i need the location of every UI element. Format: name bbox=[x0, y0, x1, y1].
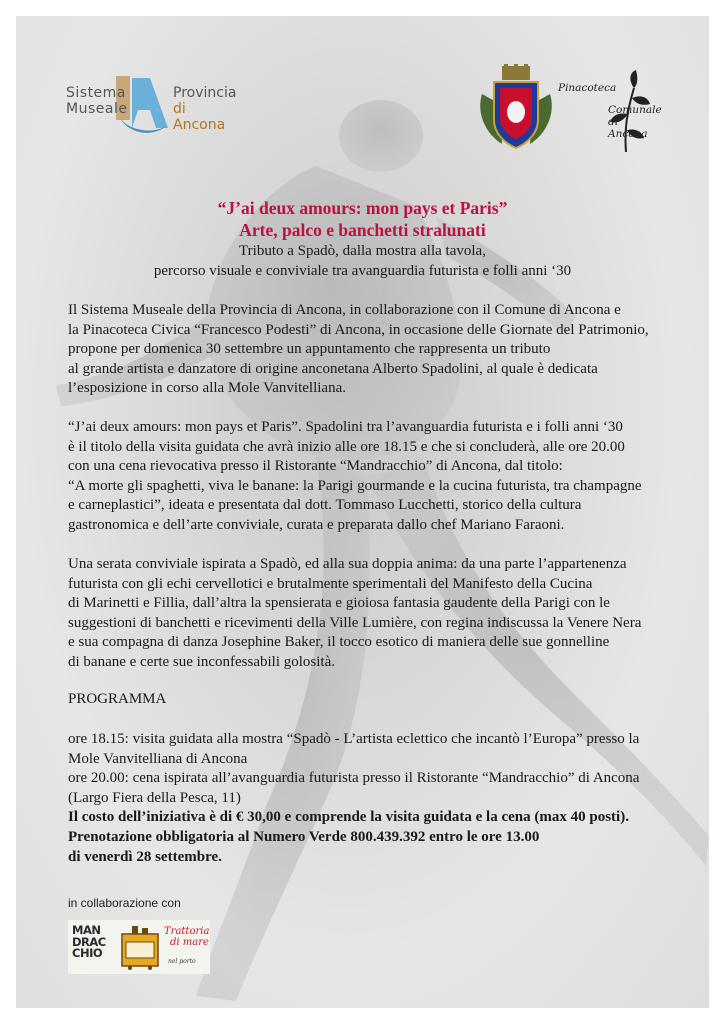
paragraph-line: (Largo Fiera della Pesca, 11) bbox=[68, 789, 241, 806]
mandracchio-text: MAN DRAC CHIO bbox=[72, 923, 106, 960]
booking-line: Prenotazione obbligatoria al Numero Verde 800.439.392 entro le ore 13.00 bbox=[68, 828, 540, 845]
sistema-museale-text: Sistema Museale bbox=[66, 85, 128, 117]
paragraph-line: e sua compagna di danza Josephine Baker, il tocco esotico di maniera delle sue gonnelline bbox=[68, 634, 610, 651]
paragraph-line: “J’ai deux amours: mon pays et Paris”. Spadolini tra l’avanguardia futurista e i folli anni ‘30 bbox=[68, 419, 623, 435]
paragraph-line: futurista con gli echi cervellotici e brutalmente sperimentali del Manifesto della Cucina bbox=[68, 575, 593, 592]
paragraph-line: al grande artista e danzatore di origine anconetana Alberto Spadolini, al quale è dedicata bbox=[68, 360, 598, 377]
deadline-line: di venerdì 28 settembre. bbox=[68, 848, 222, 865]
paragraph-event bbox=[68, 418, 668, 536]
trattoria-text: Trattoria di mare bbox=[164, 926, 210, 948]
title-line-1: “J’ai deux amours: mon pays et Paris” bbox=[217, 198, 508, 218]
paragraph-line: propone per domenica 30 settembre un appuntamento che rappresenta un tributo bbox=[68, 341, 551, 358]
title-line-2: Arte, palco e banchetti stralunati bbox=[239, 220, 486, 240]
programma-heading: PROGRAMMA bbox=[68, 691, 167, 707]
comunale-text: Comunale di Ancona bbox=[608, 104, 662, 140]
nel-porto-text: nel porto bbox=[168, 958, 196, 965]
paragraph-line: di Marinetti e Fillia, dall’altra la spensierata e gioiosa fantasia gaudente della Parigi con le bbox=[68, 595, 610, 612]
paragraph-line: è il titolo della visita guidata che avrà inizio alle ore 18.15 e che si concluderà, alle ore 20.00 bbox=[68, 438, 625, 455]
paragraph-line: l’esposizione in corso alla Mole Vanvitelliana. bbox=[68, 380, 346, 397]
paragraph-line: “A morte gli spaghetti, viva le banane: la Parigi gourmande e la cucina futurista, tra champagne bbox=[68, 477, 642, 494]
paragraph-line: ore 20.00: cena ispirata all’avanguardia futurista presso il Ristorante “Mandracchio” di Ancona bbox=[68, 770, 640, 787]
mandracchio-logo bbox=[68, 920, 210, 974]
paragraph-line: Mole Vanvitelliana di Ancona bbox=[68, 750, 248, 767]
paragraph-line: Una serata conviviale ispirata a Spadò, ed alla sua doppia anima: da una parte l’appartenenza bbox=[68, 556, 627, 572]
paragraph-line: suggestioni di banchetti e ricevimenti della Ville Lumière, con regina indiscussa la Venere Nera bbox=[68, 614, 642, 631]
paragraph-line: di banane e certe sue inconfessabili golosità. bbox=[68, 653, 335, 670]
pinacoteca-text: Pinacoteca bbox=[558, 82, 617, 94]
paragraph-line: con una cena rievocativa presso il Ristorante “Mandracchio” di Ancona, dal titolo: bbox=[68, 458, 563, 475]
ancona-crest-icon bbox=[476, 64, 556, 152]
subtitle-line-2: percorso visuale e conviviale tra avanguardia futurista e folli anni ‘30 bbox=[153, 263, 572, 279]
paragraph-line: la Pinacoteca Civica “Francesco Podesti” di Ancona, in occasione delle Giornate del Patrimonio, bbox=[68, 321, 649, 338]
sistema-museale-logo bbox=[52, 58, 237, 140]
paragraph-line: gastronomica e dell’arte conviviale, curata e preparata dallo chef Mariano Faraoni. bbox=[68, 516, 565, 533]
pinacoteca-logo bbox=[558, 68, 678, 154]
collab-label: in collaborazione con bbox=[68, 896, 181, 910]
paragraph-line: Il Sistema Museale della Provincia di Ancona, in collaborazione con il Comune di Ancona e bbox=[68, 302, 621, 318]
cost-line: Il costo dell’iniziativa è di € 30,00 e comprende la visita guidata e la cena (max 40 posti). bbox=[68, 809, 629, 826]
paragraph-serata bbox=[68, 555, 668, 673]
subtitle-line-1: Tributo a Spadò, dalla mostra alla tavola, bbox=[239, 243, 486, 259]
provincia-text: Provincia di Ancona bbox=[173, 85, 237, 133]
paragraph-programma bbox=[68, 730, 668, 867]
paragraph-line: ore 18.15: visita guidata alla mostra “Spadò - L’artista eclettico che incantò l’Europa” presso la bbox=[68, 731, 640, 747]
paragraph-line: e carneplastici”, ideata e presentata dal dott. Tommaso Lucchetti, storico della cultura bbox=[68, 497, 582, 514]
stove-icon bbox=[118, 924, 162, 970]
paragraph-intro bbox=[68, 301, 668, 399]
